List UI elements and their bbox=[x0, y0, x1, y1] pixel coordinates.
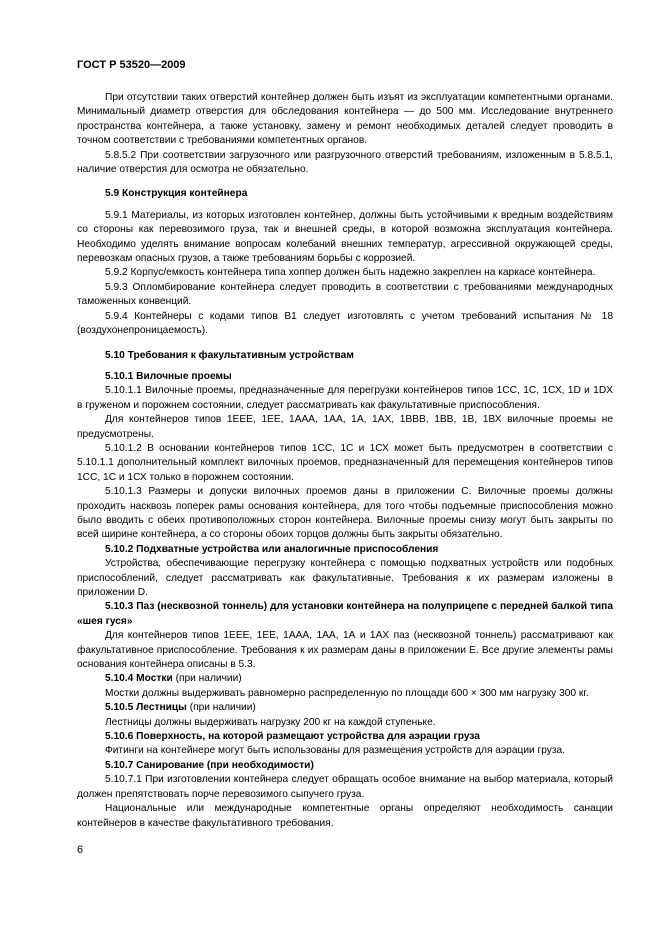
paragraph: 5.10.1.2 В основании контейнеров типов 1СС, 1С и 1СХ может быть предусмотрен в соответствии с 5.10.1.1 дополнительный комплект вилочных проемов, предназначенный для перемещения контейнеров типов 1СС, 1С и 1СХ только в порожнем состоянии. bbox=[77, 442, 613, 483]
paragraph: 5.9.3 Опломбирование контейнера следует проводить в соответствии с требованиями международных таможенных конвенций. bbox=[77, 281, 613, 308]
paragraph: Устройства, обеспечивающие перегрузку контейнера с помощью подхватных устройств или подобных приспособлений, следует рассматривать как факультативные. Требования к их размерам изложены в приложении D. bbox=[77, 558, 613, 598]
subsection-heading-note: (при наличии) bbox=[186, 702, 256, 714]
subsection-heading bbox=[77, 701, 613, 715]
subsection-heading: 5.10.7 Санирование (при необходимости) bbox=[105, 759, 314, 771]
document-header: ГОСТ Р 53520—2009 bbox=[77, 59, 186, 71]
subsection-heading: 5.10.3 Паз (несквозной тоннель) для установки контейнера на полуприцепе с передней балкой типа «шея гуся» bbox=[77, 601, 613, 627]
subsection-heading-title: 5.10.5 Лестницы bbox=[105, 702, 187, 714]
paragraph: 5.8.5.2 При соответствии загрузочного или разгрузочного отверстий требованиям, изложенным в 5.8.5.1, наличие отверстия для осмотра не обязательно. bbox=[77, 149, 613, 176]
document-body bbox=[77, 91, 613, 831]
paragraph: Лестницы должны выдерживать нагрузку 200 кг на каждой ступеньке. bbox=[105, 716, 436, 728]
paragraph: 5.10.7.1 При изготовлении контейнера следует обращать особое внимание на выбор материала, который должен препятствовать порче перевозимого сыпучего груза. bbox=[77, 774, 613, 800]
subsection-heading-title: 5.10.4 Мостки bbox=[105, 673, 173, 685]
paragraph: При отсутствии таких отверстий контейнер должен быть изъят из эксплуатации компетентными органами. Минимальный диаметр отверстия для обследования контейнера — до 500 мм. Исследование внутреннего пространства контейнера, а также установку, замену и ремонт необходимых деталей следует проводить в точном соответствии с требованиями компетентных органов. bbox=[77, 92, 613, 147]
subsection-heading: 5.10.6 Поверхность, на которой размещают устройства для аэрации груза bbox=[105, 731, 480, 743]
page-number: 6 bbox=[77, 844, 84, 856]
paragraph: 5.10.1.3 Размеры и допуски вилочных проемов даны в приложении С. Вилочные проемы должны проходить насквозь поперек рамы основания контейнера, для того чтобы подъемные приспособления можно было вводить с обеих противоположных сторон контейнера. Вилочные проемы снизу могут быть закрыты по всей ширине контейнера, а со стороны обоих торцов должны быть закрыты обязательно. bbox=[77, 486, 613, 541]
paragraph: Мостки должны выдерживать равномерно распределенную по площади 600 × 300 мм нагрузку 300 кг. bbox=[105, 687, 589, 699]
section-heading: 5.9 Конструкция контейнера bbox=[105, 188, 248, 200]
paragraph: 5.9.2 Корпус/емкость контейнера типа хоппер должен быть надежно закреплен на каркасе контейнера. bbox=[105, 267, 596, 279]
subsection-heading bbox=[77, 672, 613, 686]
paragraph: 5.10.1.1 Вилочные проемы, предназначенные для перегрузки контейнеров типов 1СС, 1С, 1СХ, 1D и 1DX в груженом и порожнем состоянии, следует рассматривать как факультативные приспособления. bbox=[77, 385, 613, 411]
subsection-heading-note: (при наличии) bbox=[172, 673, 242, 685]
subsection-heading: 5.10.1 Вилочные проемы bbox=[105, 370, 232, 382]
paragraph: Фитинги на контейнере могут быть использованы для размещения устройств для аэрации груза. bbox=[105, 745, 566, 757]
paragraph: Национальные или международные компетентные органы определяют необходимость санации контейнеров в качестве факультативного требования. bbox=[77, 803, 613, 829]
subsection-heading: 5.10.2 Подхватные устройства или аналогичные приспособления bbox=[105, 543, 439, 555]
paragraph: Для контейнеров типов 1ЕЕЕ, 1ЕЕ, 1ААА, 1АА, 1А и 1АХ паз (несквозной тоннель) рассматривают как факультативное приспособление. Требования к их размерам даны в приложении Е. Все другие элементы рамы основания контейнера описаны в 5.3. bbox=[77, 630, 613, 671]
paragraph: Для контейнеров типов 1ЕЕЕ, 1ЕЕ, 1ААА, 1АА, 1А, 1АХ, 1ВВВ, 1ВВ, 1В, 1ВХ вилочные проемы не предусмотрены. bbox=[77, 414, 613, 440]
paragraph: 5.9.1 Материалы, из которых изготовлен контейнер, должны быть устойчивыми к вредным воздействиям со стороны как перевозимого груза, так и внешней среды, в которой возможна эксплуатация контейнера. Необходимо уделять внимание вопросам колебаний внешних температур, агрессивной окружающей среды, перевозкам опасных грузов, а также требованиям борьбы с коррозией. bbox=[77, 209, 613, 265]
section-heading: 5.10 Требования к факультативным устройствам bbox=[105, 349, 354, 361]
paragraph: 5.9.4 Контейнеры с кодами типов В1 следует изготовлять с учетом требований испытания № 18 (воздухонепроницаемость). bbox=[77, 310, 613, 337]
